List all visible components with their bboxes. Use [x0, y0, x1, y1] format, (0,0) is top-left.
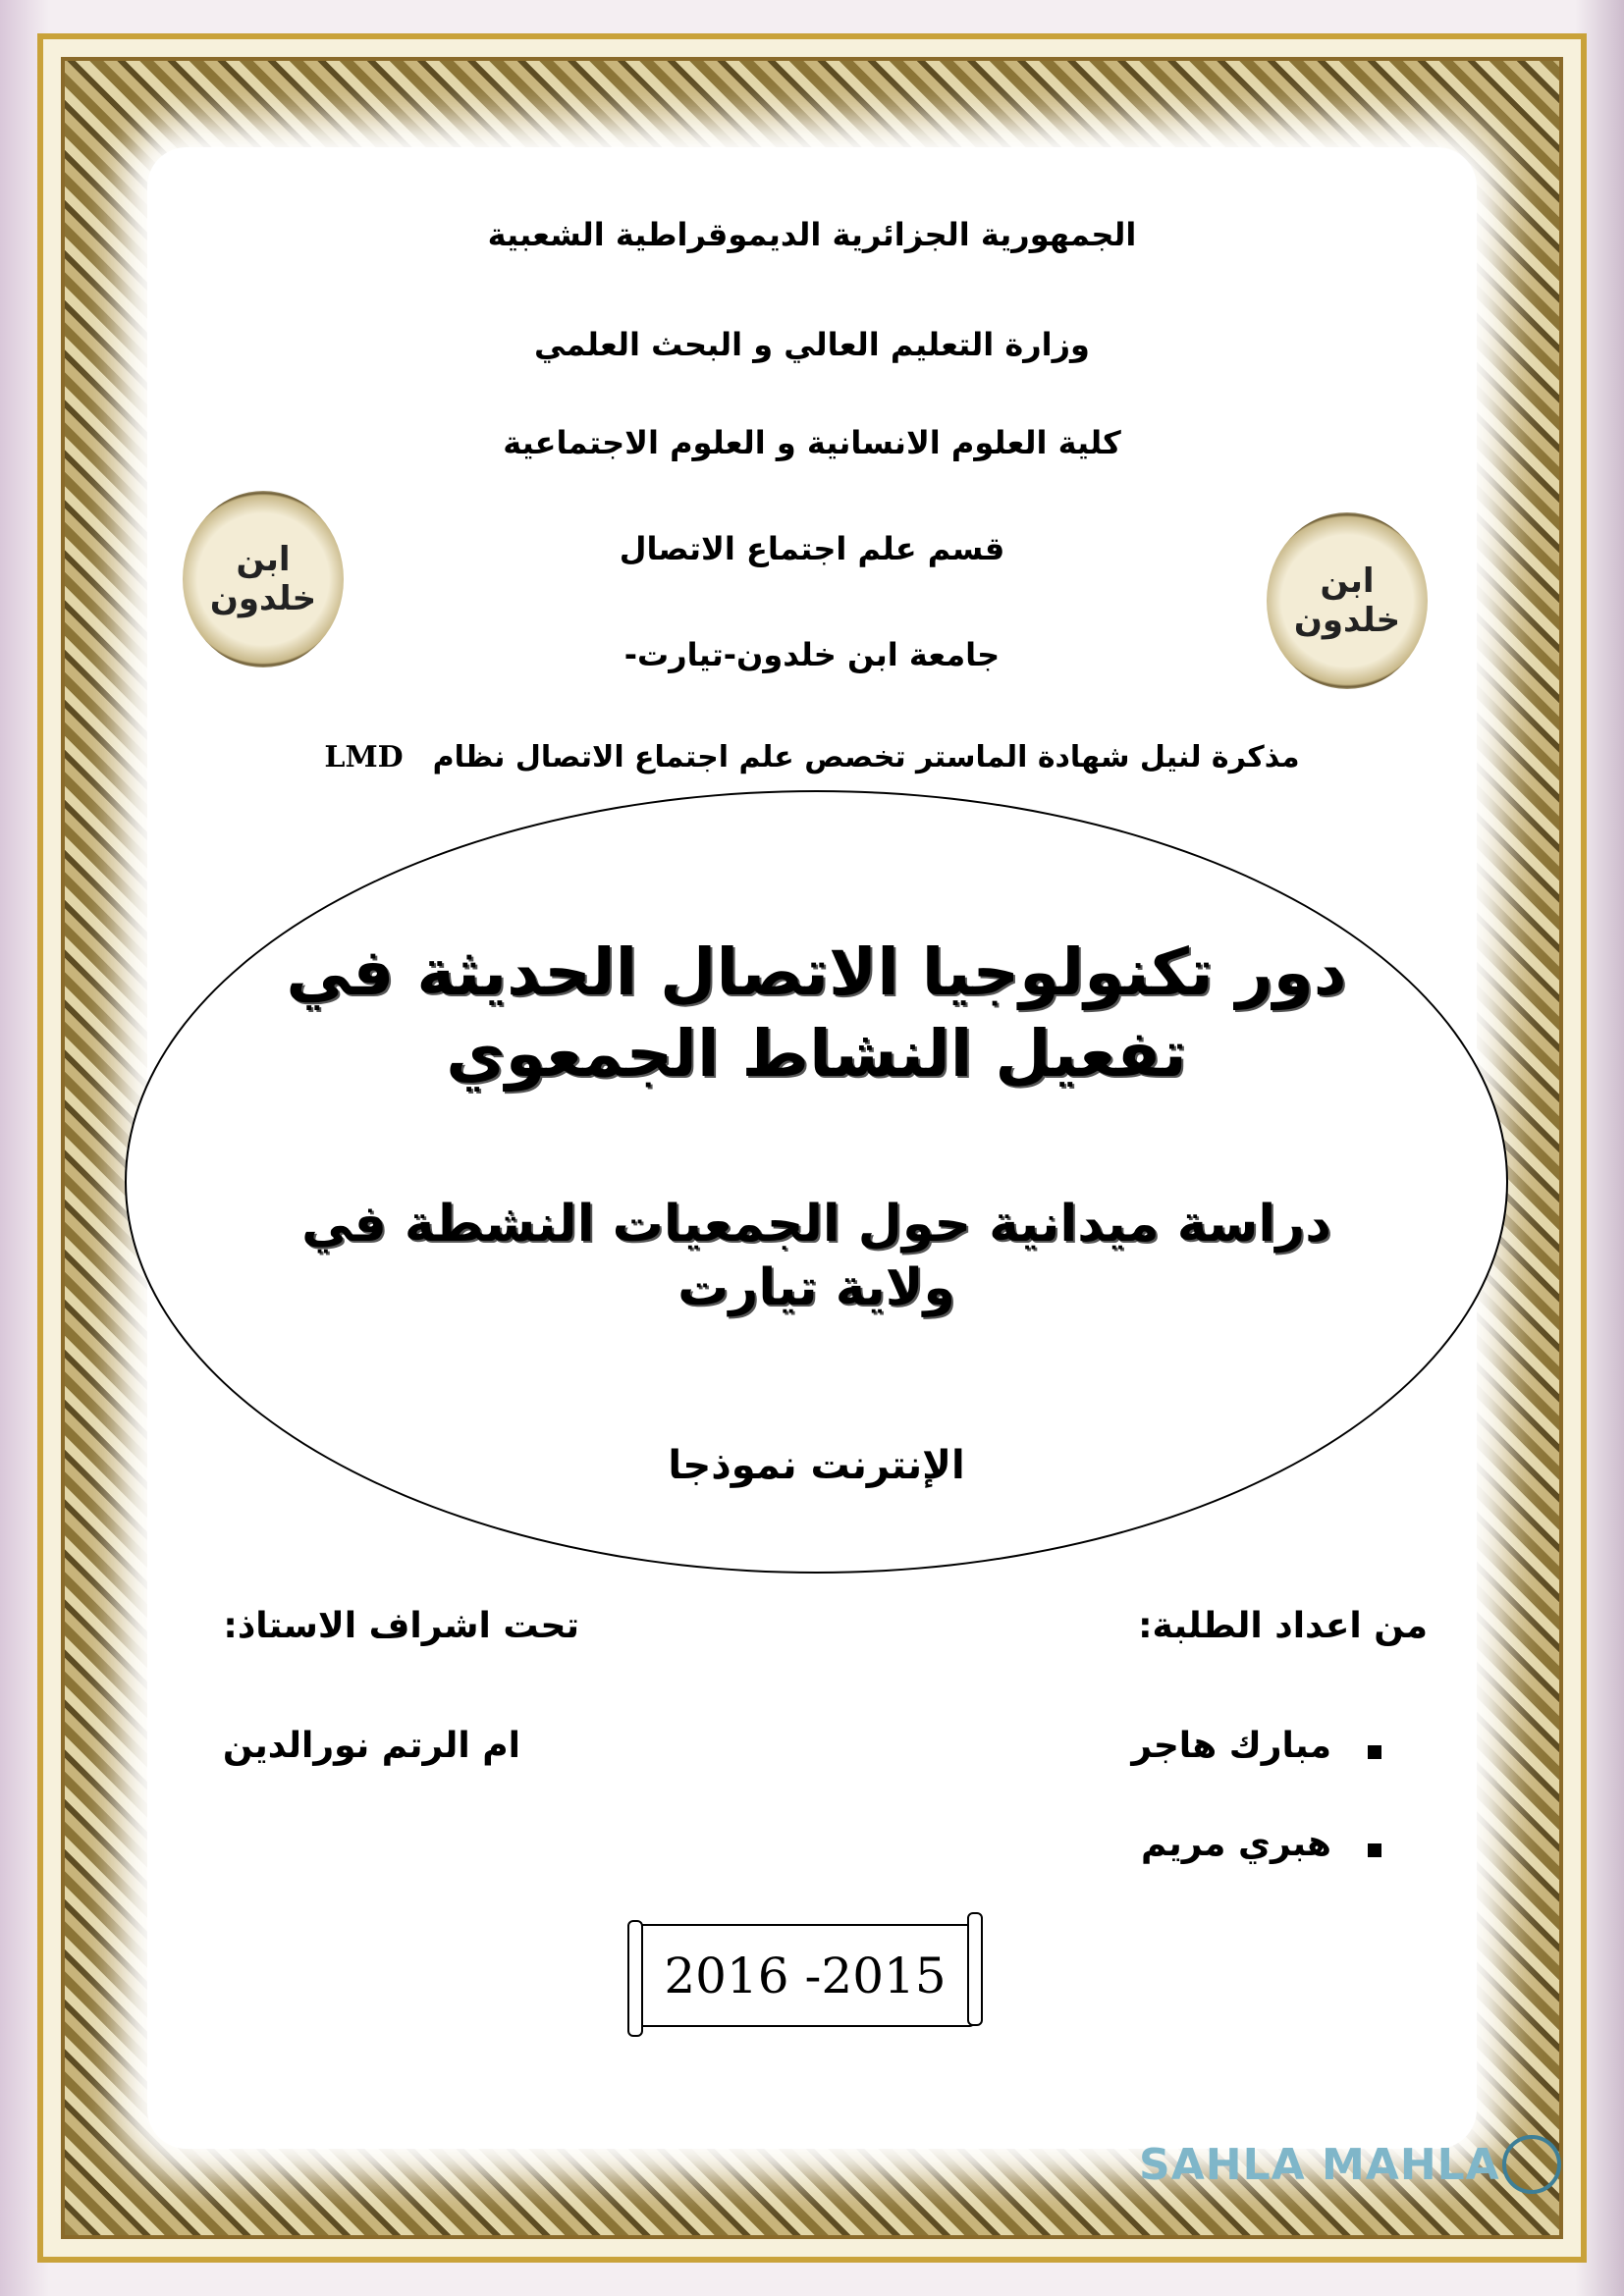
- watermark: SAHLA MAHLA: [1139, 2140, 1500, 2190]
- system-label: LMD: [324, 740, 404, 774]
- republic-line: الجمهورية الجزائرية الديموقراطية الشعبية: [487, 216, 1137, 253]
- student-name: مبارك هاجر: [1131, 1726, 1331, 1766]
- thesis-title: دور تكنولوجيا الاتصال الحديثة في تفعيل النشاط الجمعوي: [286, 934, 1347, 1092]
- student-name: هبري مريم: [1140, 1824, 1331, 1864]
- thesis-line: مذكرة لنيل شهادة الماستر تخصص علم اجتماع الاتصال نظام: [432, 740, 1300, 774]
- faculty-line: كلية العلوم الانسانية و العلوم الاجتماعية: [503, 424, 1121, 461]
- academic-year-scroll: [633, 1924, 977, 2027]
- supervisor-label: تحت اشراف الاستاذ:: [223, 1606, 579, 1646]
- supervisor-name: ام الرتم نورالدين: [222, 1726, 520, 1766]
- students-label: من اعداد الطلبة:: [1138, 1606, 1428, 1646]
- department-line: قسم علم اجتماع الاتصال: [619, 530, 1005, 567]
- academic-year: 2016 -2015: [664, 1947, 947, 2004]
- seal-text: ابن خلدون: [209, 540, 317, 618]
- university-line: جامعة ابن خلدون-تيارت-: [623, 636, 1001, 673]
- watermark-logo-icon: [1502, 2135, 1561, 2194]
- thesis-subtitle: دراسة ميدانية حول الجمعيات النشطة في ولاية تيارت: [301, 1195, 1331, 1317]
- university-seal-right: [1267, 512, 1428, 689]
- thesis-statement: [272, 738, 1352, 776]
- bullet-icon: [1368, 1745, 1381, 1759]
- thesis-model: الإنترنت نموذجا: [668, 1443, 965, 1488]
- university-seal-left: [183, 491, 344, 667]
- ministry-line: وزارة التعليم العالي و البحث العلمي: [534, 326, 1090, 363]
- seal-text: ابن خلدون: [1293, 561, 1401, 640]
- bullet-icon: [1368, 1843, 1381, 1857]
